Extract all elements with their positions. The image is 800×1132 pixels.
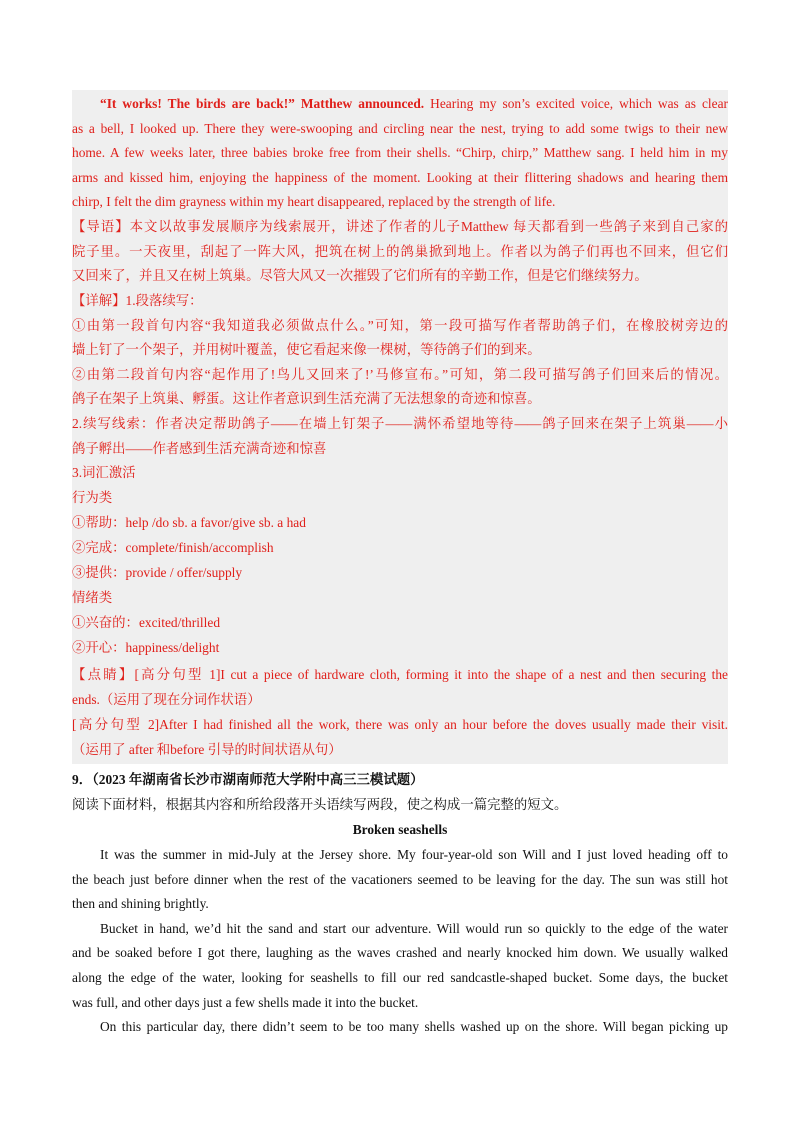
story-bold-lead: “It works! The birds are back!” Matthew announced. — [100, 96, 425, 111]
passage-line-1: It was the summer in mid-July at the Jersey shore. My four-year-old son Will and I just loved heading off to — [100, 847, 728, 862]
detail-line-2: 墙上钉了一个架子，并用树叶覆盖，使它看起来像一棵树，等待鸽子们的到来。 — [72, 342, 541, 357]
vocab-help: ①帮助：help /do sb. a favor/give sb. a had — [72, 515, 306, 530]
vocab-complete: ②完成：complete/finish/accomplish — [72, 540, 274, 555]
detail-line-4: 鸽子在架子上筑巢、孵蛋。这让作者意识到生活充满了无法想象的奇迹和惊喜。 — [72, 391, 541, 406]
detail-line-1: ①由第一段首句内容“我知道我必须做点什么。”可知，第一段可描写作者帮助鸽子们，在橡胶树旁边的 — [72, 318, 728, 333]
question-instruction: 阅读下面材料，根据其内容和所给段落开头语续写两段，使之构成一篇完整的短文。 — [72, 797, 568, 812]
detail-heading: 【详解】1.段落续写： — [72, 293, 203, 308]
clue-line-2: 鸽子孵出——作者感到生活充满奇迹和惊喜 — [72, 441, 327, 456]
vocab-category-action: 行为类 — [72, 490, 113, 505]
passage-line-3: then and shining brightly. — [72, 896, 209, 911]
guide-line-1: 【导语】本文以故事发展顺序为线索展开，讲述了作者的儿子Matthew 每天都看到一些鸽子来到自己家的 — [72, 219, 728, 234]
story-line-2: as a bell, I looked up. There they were-swooping and circling near the nest, trying to add some twigs to their new — [72, 121, 728, 136]
vocab-excited: ①兴奋的：excited/thrilled — [72, 615, 221, 630]
guide-line-3: 又回来了，并且又在树上筑巢。尽管大风又一次摧毁了它们所有的辛勤工作，但是它们继续努力。 — [72, 268, 648, 283]
highlight-line-2: ends.（运用了现在分词作状语） — [72, 692, 261, 707]
story-line-1 — [72, 95, 728, 113]
vocab-category-emotion: 情绪类 — [72, 590, 113, 605]
clue-line-1: 2.续写线索：作者决定帮助鸽子——在墙上钉架子——满怀希望地等待——鸽子回来在架子上筑巢——小 — [72, 416, 728, 431]
passage-line-7: was full, and other days just a few shells made it into the bucket. — [72, 995, 419, 1010]
guide-line-2: 院子里。一天夜里，刮起了一阵大风，把筑在树上的鸽巢掀到地上。作者以为鸽子们再也不回来，但它们 — [72, 244, 728, 259]
story-line-4: arms and kissed him, enjoying the happiness of the moment. Looking at their flittering shadows and hearing them — [72, 170, 728, 185]
story-line-1-text: Hearing my son’s excited voice, which was as clear — [424, 96, 729, 111]
detail-line-3: ②由第二段首句内容“起作用了!鸟儿又回来了!’马修宣布。”可知，第二段可描写鸽子们回来后的情况。 — [72, 367, 728, 382]
story-line-5: chirp, I felt the dim grayness within my heart disappeared, replaced by the strength of life. — [72, 194, 556, 209]
passage-title: Broken seashells — [352, 822, 448, 837]
highlight-line-4: （运用了 after 和before 引导的时间状语从句） — [72, 742, 342, 757]
question-heading: 9．（2023 年湖南省长沙市湖南师范大学附中高三三模试题） — [72, 772, 424, 787]
highlight-line-3: [高分句型 2]After I had finished all the work, there was only an hour before the doves usually made their visit. — [72, 717, 728, 732]
passage-line-8: On this particular day, there didn’t seem to be too many shells washed up on the shore. Will began picking up — [100, 1019, 728, 1034]
vocab-provide: ③提供：provide / offer/supply — [72, 565, 243, 580]
vocab-heading: 3.词汇激活 — [72, 465, 136, 480]
passage-line-4: Bucket in hand, we’d hit the sand and start our adventure. Will would run so quickly to the edge of the water — [100, 921, 728, 936]
highlight-line-1: 【点睛】[高分句型 1]I cut a piece of hardware cloth, forming it into the shape of a nest and then securing the — [72, 667, 728, 682]
passage-line-2: the beach just before dinner when the rest of the vacationers seemed to be leaving for the day. The sun was still hot — [72, 872, 728, 887]
vocab-happy: ②开心：happiness/delight — [72, 640, 220, 655]
passage-line-5: and be soaked before I got there, laughing as the waves crashed and nearly knocked him down. We usually walked — [72, 945, 728, 960]
passage-line-6: along the edge of the water, looking for seashells to fill our red sandcastle-shaped bucket. Some days, the bucket — [72, 970, 728, 985]
story-line-3: home. A few weeks later, three babies broke free from their shells. “Chirp, chirp,” Matthew sang. I held him in my — [72, 145, 728, 160]
